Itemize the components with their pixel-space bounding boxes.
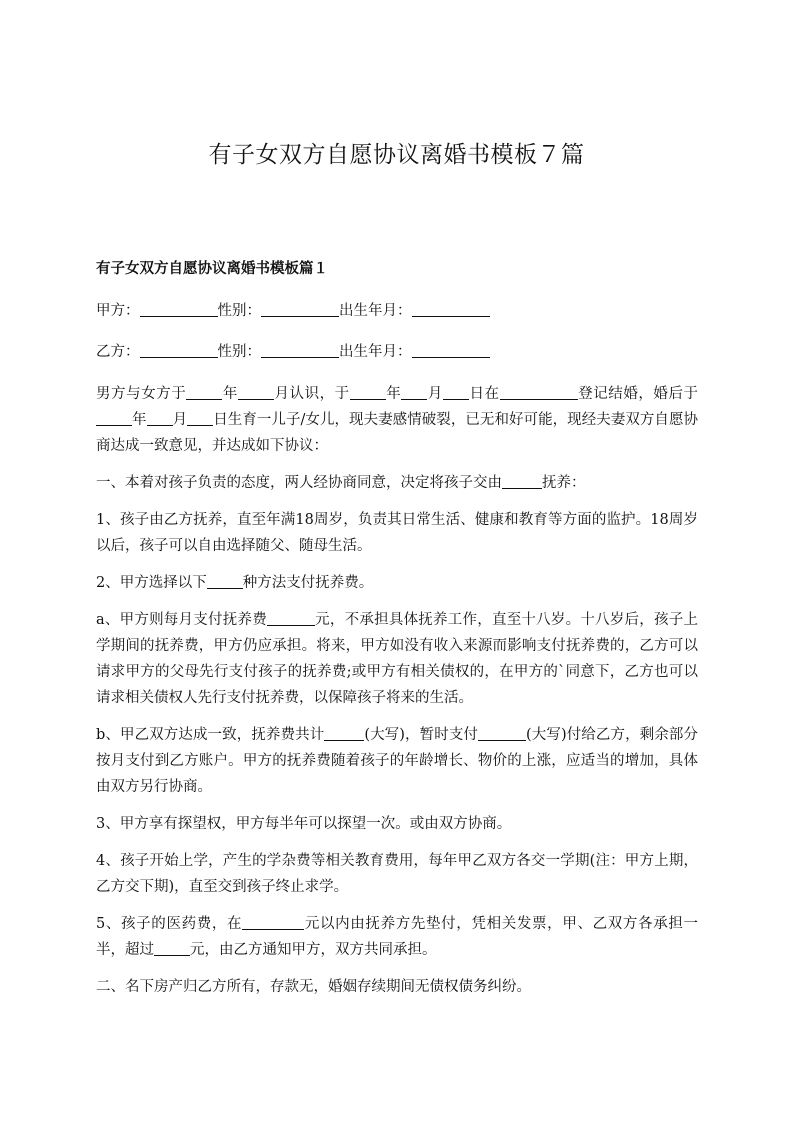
- intro-text: 男方与女方于: [96, 386, 187, 402]
- fill-blank: [502, 472, 542, 489]
- party-a-birth-blank: [412, 300, 490, 317]
- fill-blank: [500, 383, 578, 400]
- intro-text: 年: [132, 412, 147, 428]
- item-3: 3、甲方享有探望权，甲方每半年可以探望一次。或由双方协商。: [96, 816, 512, 832]
- fill-blank: [478, 724, 526, 741]
- item-text: (大写)，暂时支付: [364, 727, 479, 743]
- party-b-label: 乙方：: [96, 344, 140, 360]
- fill-blank: [443, 383, 469, 400]
- intro-text: 年: [385, 386, 402, 402]
- clause-1: [96, 470, 698, 496]
- item-text: a、甲方则每月支付抚养费: [96, 612, 267, 628]
- item-text: 2、甲方选择以下: [96, 575, 207, 591]
- intro-paragraph: [96, 381, 698, 459]
- item-5: [96, 911, 698, 963]
- item-text: 元，不承担具体抚养工作，直至十八岁。十八岁后，孩子上学期间的抚养费，甲方仍应承担。将来，甲方如没有收入来源而影响支付抚养费的，乙方可以请求甲方的父母先行支付孩子的抚养费;或甲方有相关债权的，在甲方的`同意下，乙方也可以请求相关债权人先行支付抚养费，以保障孩子将来的生活。: [96, 612, 698, 706]
- item-4: 4、孩子开始上学，产生的学杂费等相关教育费用，每年甲乙双方各交一学期(注：甲方上期，乙方交下期)，直至交到孩子终止求学。: [96, 853, 698, 895]
- fill-blank: [147, 409, 173, 426]
- party-b-birth-blank: [412, 341, 490, 358]
- fill-blank: [242, 913, 304, 930]
- intro-text: 月认识，于: [273, 386, 350, 402]
- fill-blank: [187, 409, 213, 426]
- party-b-gender-blank: [261, 341, 339, 358]
- intro-text: 日生育一儿子/女儿，现夫妻感情破裂，已无和好可能，现经夫妻双方自愿协商达成一致意见，并达成如下协议：: [96, 412, 699, 454]
- item-text: 元以内由抚养方先垫付，凭相关发票，甲、乙双方各承担一半，超过: [96, 916, 698, 958]
- section-heading: 有子女双方自愿协议离婚书模板篇１: [96, 260, 328, 277]
- party-a-label: 甲方：: [96, 303, 140, 319]
- clause-2: 二、名下房产归乙方所有，存款无，婚姻存续期间无债权债务纠纷。: [96, 979, 531, 995]
- item-text: 元，由乙方通知甲方，双方共同承担。: [190, 942, 437, 958]
- fill-blank: [154, 939, 190, 956]
- fill-blank: [267, 609, 315, 626]
- item-text: b、甲乙双方达成一致，抚养费共计: [96, 727, 325, 743]
- page-title: 有子女双方自愿协议离婚书模板７篇: [208, 142, 585, 168]
- fill-blank: [350, 383, 386, 400]
- document-body: [96, 256, 698, 1011]
- party-b-birth-label: 出生年月：: [339, 344, 412, 360]
- item-1: 1、孩子由乙方抚养，直至年满18周岁，负责其日常生活、健康和教育等方面的监护。18周岁以后，孩子可以自由选择随父、随母生活。: [96, 512, 698, 554]
- party-a-birth-label: 出生年月：: [339, 303, 412, 319]
- party-a-name-blank: [140, 300, 218, 317]
- fill-blank: [186, 383, 222, 400]
- item-text: 种方法支付抚养费。: [242, 575, 374, 591]
- intro-text: 月: [172, 412, 188, 428]
- party-b-line: [96, 339, 698, 365]
- clause-text: 抚养：: [542, 475, 586, 491]
- fill-blank: [238, 383, 274, 400]
- item-2: [96, 570, 698, 596]
- party-a-gender-blank: [261, 300, 339, 317]
- intro-text: 年: [222, 386, 238, 402]
- fill-blank: [401, 383, 427, 400]
- item-text: 5、孩子的医药费，在: [96, 916, 243, 932]
- party-b-gender-label: 性别：: [217, 344, 261, 360]
- clause-text: 一、本着对孩子负责的态度，两人经协商同意，决定将孩子交由: [96, 475, 502, 491]
- fill-blank: [324, 724, 364, 741]
- intro-text: 月: [427, 386, 443, 402]
- intro-text: 日在: [468, 386, 500, 402]
- intro-text: 登记结婚，婚后于: [577, 386, 699, 402]
- fill-blank: [207, 572, 243, 589]
- fill-blank: [96, 409, 132, 426]
- item-text: (大写)付给乙方，剩余部分按月支付到乙方账户。甲方的抚养费随着孩子的年龄增长、物价的上涨，应适当的增加，具体由双方另行协商。: [96, 727, 698, 795]
- party-b-name-blank: [140, 341, 218, 358]
- item-a: [96, 607, 698, 711]
- party-a-gender-label: 性别：: [217, 303, 261, 319]
- party-a-line: [96, 298, 698, 324]
- item-b: [96, 722, 698, 800]
